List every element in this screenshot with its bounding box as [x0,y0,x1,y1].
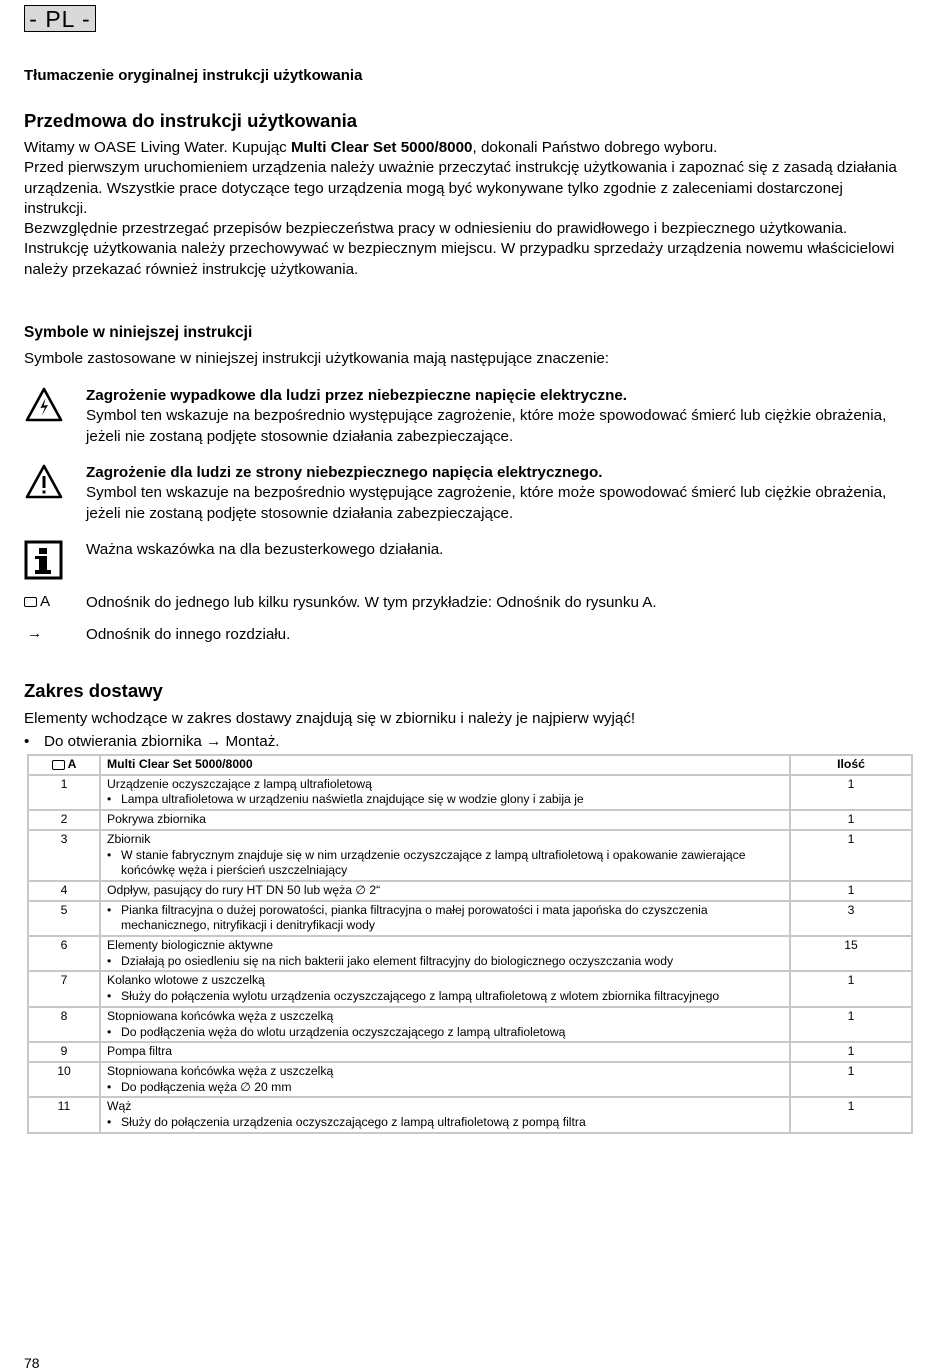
row-number-cell: 1 [28,775,100,810]
table-row [28,810,912,830]
row-description-cell [100,936,790,971]
row-qty-cell: 1 [790,971,912,1006]
table-row [28,1062,912,1097]
item-detail [107,792,783,808]
row-number-cell: 5 [28,901,100,936]
row-description-cell [100,1042,790,1062]
row-qty-cell: 1 [790,830,912,881]
row-qty-cell: 1 [790,1042,912,1062]
product-name: Multi Clear Set 5000/8000 [291,139,473,156]
row-description-cell [100,810,790,830]
symbol-electric-desc: Symbol ten wskazuje na bezpośrednio występujące zagrożenie, które może spowodować śmierć lub ciężkie obrażenia, jeżeli nie zostaną podjęte stosownie działania zabezpieczające. [86,407,887,445]
bullet-dot: • [107,792,112,807]
symbol-warning-text [86,463,916,524]
item-detail [107,1080,783,1096]
row-number-cell: 2 [28,810,100,830]
preface-heading: Przedmowa do instrukcji użytkowania [24,110,358,131]
preface-p1-post: , dokonali Państwo dobrego wyboru. [472,139,718,156]
row-qty-cell: 1 [790,881,912,901]
item-detail [107,954,783,970]
table-row [28,971,912,1006]
electric-hazard-icon [24,386,64,426]
row-qty-cell: 15 [790,936,912,971]
item-detail-text: Lampa ultrafioletowa w urządzeniu naświetla znajdujące się w wodzie glony i zabija je [121,792,584,807]
item-name: Elementy biologicznie aktywne [107,938,273,953]
row-qty-cell: 1 [790,1097,912,1132]
item-detail-text: Służy do połączenia wylotu urządzenia oczyszczającego z lampą ultrafioletową z wlotem zbiornika filtracyjnego [121,989,720,1004]
row-number-cell: 3 [28,830,100,881]
section-ref-text: Odnośnik do innego rozdziału. [86,626,291,643]
item-detail [107,903,783,934]
bullet-text-pre: Do otwierania zbiornika [44,733,207,750]
figure-ref-label: A [40,593,51,610]
item-name: Pompa filtra [107,1044,173,1059]
delivery-bullet [24,733,280,750]
preface-paragraph-2: Przed pierwszym uruchomieniem urządzenia należy uważnie przeczytać instrukcję użytkowania i zapoznać się z zasadą działania urządzenia. Wszystkie prace dotyczące tego urządzenia mogą być wykonywane tylko zgodnie z zaleceniami dostarczonej instrukcji. [24,159,897,217]
table-row [28,936,912,971]
item-detail-text: Działają po osiedleniu się na nich bakterii jako element filtracyjny do biologicznego oczyszczania wody [121,953,674,968]
bullet-dot: • [107,989,112,1004]
delivery-intro: Elementy wchodzące w zakres dostawy znajdują się w zbiorniku i należy je najpierw wyjąć! [24,710,636,727]
row-description-cell [100,1097,790,1132]
item-detail [107,989,783,1005]
row-number-cell: 4 [28,881,100,901]
table-row [28,1007,912,1042]
row-qty-cell: 1 [790,1062,912,1097]
item-name: Pokrywa zbiornika [107,812,206,827]
row-description-cell [100,1062,790,1097]
symbol-electric-title: Zagrożenie wypadkowe dla ludzi przez niebezpieczne napięcie elektryczne. [86,387,628,404]
row-number-cell: 10 [28,1062,100,1097]
table-row [28,901,912,936]
row-number-cell: 8 [28,1007,100,1042]
preface-text [24,138,904,280]
delivery-table [27,754,913,1134]
symbol-info-text: Ważna wskazówka na dla bezusterkowego działania. [86,541,444,558]
bullet-dot: • [107,953,112,968]
preface-p1-pre: Witamy w OASE Living Water. Kupując [24,139,291,156]
arrow-right-icon: → [206,733,222,750]
item-name: Odpływ, pasujący do rury HT DN 50 lub węża ∅ 2“ [107,882,381,897]
symbol-warning-title: Zagrożenie dla ludzi ze strony niebezpiecznego napięcia elektrycznego. [86,464,603,481]
table-row [28,881,912,901]
figure-ref-symbol [24,593,50,610]
original-translation-title: Tłumaczenie oryginalnej instrukcji użytkowania [24,67,363,84]
item-detail [107,1115,783,1131]
bullet-dot: • [24,733,30,750]
preface-paragraph-4: Instrukcję użytkowania należy przechowywać w bezpiecznym miejscu. W przypadku sprzedaży urządzenia nowemu właścicielowi należy przekazać również instrukcję użytkowania. [24,240,895,278]
row-qty-cell: 1 [790,1007,912,1042]
symbols-heading: Symbole w niniejszej instrukcji [24,324,253,341]
item-detail [107,1025,783,1041]
row-description-cell [100,775,790,810]
item-detail-text: W stanie fabrycznym znajduje się w nim urządzenie oczyszczające z lampą ultrafioletową i opakowanie zawierające końcówkę węża i pierścień uszczelniający [121,847,746,878]
bullet-dot: • [107,1079,112,1094]
item-name: Urządzenie oczyszczające z lampą ultrafioletową [107,776,372,791]
item-detail-text: Do podłączenia węża do wlotu urządzenia oczyszczającego z lampą ultrafioletową [121,1024,566,1039]
row-qty-cell: 3 [790,901,912,936]
header-ref-cell [28,755,100,775]
figure-frame-icon [24,597,37,607]
bullet-text-post: Montaż. [221,733,280,750]
item-name: Stopniowana końcówka węża z uszczelką [107,1008,334,1023]
row-description-cell [100,881,790,901]
delivery-heading: Zakres dostawy [24,680,163,701]
header-qty-cell: Ilość [790,755,912,775]
table-row [28,830,912,881]
row-description-cell [100,830,790,881]
bullet-dot: • [107,847,112,862]
item-detail-text: Służy do połączenia urządzenia oczyszczającego z lampą ultrafioletową z pompą filtra [121,1115,586,1130]
header-product-cell: Multi Clear Set 5000/8000 [100,755,790,775]
arrow-right-icon: → [27,625,43,642]
item-name: Kolanko wlotowe z uszczelką [107,973,265,988]
page-number: 78 [24,1355,40,1371]
item-detail [107,848,783,879]
item-name: Stopniowana końcówka węża z uszczelką [107,1063,334,1078]
item-detail-text: Pianka filtracyjna o dużej porowatości, pianka filtracyjna o małej porowatości i mata japońska do czyszczenia mechanicznego, nitryfikacji i denitryfikacji wody [121,902,708,933]
table-row [28,1042,912,1062]
figure-frame-icon [52,760,65,770]
item-detail-text: Do podłączenia węża ∅ 20 mm [121,1079,292,1094]
item-name: Wąż [107,1099,132,1114]
language-badge: - PL - [24,5,96,32]
row-description-cell [100,901,790,936]
row-number-cell: 7 [28,971,100,1006]
symbols-intro: Symbole zastosowane w niniejszej instrukcji użytkowania mają następujące znaczenie: [24,350,610,367]
table-header-row [28,755,912,775]
row-qty-cell: 1 [790,775,912,810]
bullet-dot: • [107,1024,112,1039]
row-qty-cell: 1 [790,810,912,830]
preface-paragraph-3: Bezwzględnie przestrzegać przepisów bezpieczeństwa pracy w odniesieniu do prawidłowego i bezpiecznego użytkowania. [24,220,848,238]
row-number-cell: 11 [28,1097,100,1132]
info-icon [24,540,64,580]
symbol-electric-text [86,386,916,447]
header-ref-label: A [67,757,77,771]
symbol-warning-desc: Symbol ten wskazuje na bezpośrednio występujące zagrożenie, które może spowodować śmierć lub ciężkie obrażenia, jeżeli nie zostaną podjęte stosownie działania zabezpieczające. [86,484,887,522]
bullet-dot: • [107,902,112,917]
row-description-cell [100,971,790,1006]
row-number-cell: 6 [28,936,100,971]
table-row [28,1097,912,1132]
preface-paragraph-1 [24,138,904,158]
table-row [28,775,912,810]
item-name: Zbiornik [107,831,151,846]
bullet-dot: • [107,1115,112,1130]
figure-ref-text: Odnośnik do jednego lub kilku rysunków. W tym przykładzie: Odnośnik do rysunku A. [86,594,657,611]
row-number-cell: 9 [28,1042,100,1062]
warning-icon [24,463,64,503]
row-description-cell [100,1007,790,1042]
